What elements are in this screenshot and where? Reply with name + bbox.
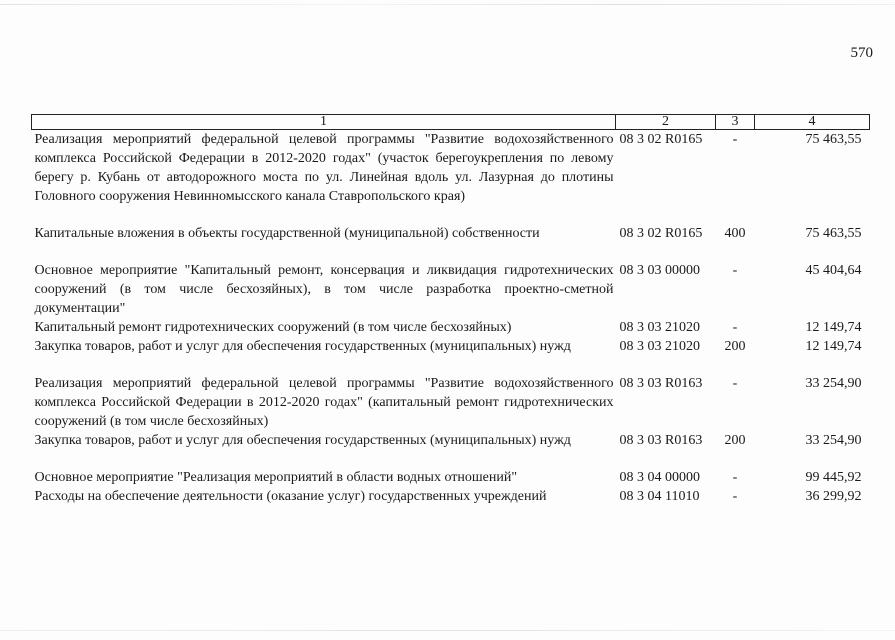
table-row <box>32 431 870 450</box>
row-type: - <box>732 470 738 485</box>
row-amount: 33 254,90 <box>805 433 862 448</box>
row-type: 200 <box>724 433 746 448</box>
row-name: Расходы на обеспечение деятельности (оказание услуг) государственных учреждений <box>34 489 547 504</box>
row-code: 08 3 03 R0163 <box>619 376 703 391</box>
page-number: 570 <box>850 45 873 61</box>
table-row <box>32 468 870 487</box>
row-type: - <box>732 489 738 504</box>
row-amount: 99 445,92 <box>805 470 862 485</box>
budget-table <box>31 114 870 506</box>
row-spacer <box>32 356 870 374</box>
row-code: 08 3 04 00000 <box>619 470 700 485</box>
row-spacer <box>32 450 870 468</box>
row-type: - <box>732 132 738 147</box>
row-code: 08 3 02 R0165 <box>619 132 703 147</box>
row-amount: 75 463,55 <box>805 226 862 241</box>
table-row <box>32 337 870 356</box>
header-col-3: 3 <box>716 115 755 130</box>
row-type: - <box>732 263 738 278</box>
header-col-2: 2 <box>616 115 716 130</box>
table-row <box>32 224 870 243</box>
row-name: Основное мероприятие "Капитальный ремонт, консервация и ликвидация гидротехнических сооружений (в том числе бесхозяйных), в том числе разработка проектно-сметной документации" <box>34 263 614 316</box>
row-name: Закупка товаров, работ и услуг для обеспечения государственных (муниципальных) нужд <box>34 339 571 354</box>
row-amount: 12 149,74 <box>805 339 862 354</box>
row-name: Основное мероприятие "Реализация мероприятий в области водных отношений" <box>34 470 518 485</box>
row-amount: 33 254,90 <box>805 376 862 391</box>
row-type: - <box>732 320 738 335</box>
table-row <box>32 487 870 506</box>
row-amount: 45 404,64 <box>805 263 862 278</box>
row-type: 400 <box>724 226 746 241</box>
row-code: 08 3 03 R0163 <box>619 433 703 448</box>
row-code: 08 3 02 R0165 <box>619 226 703 241</box>
row-code: 08 3 03 00000 <box>619 263 700 278</box>
table-row <box>32 130 870 207</box>
row-type: - <box>732 376 738 391</box>
row-amount: 75 463,55 <box>805 132 862 147</box>
row-code: 08 3 03 21020 <box>619 320 700 335</box>
row-spacer <box>32 243 870 261</box>
table-row <box>32 318 870 337</box>
row-type: 200 <box>724 339 746 354</box>
header-col-1: 1 <box>32 115 616 130</box>
row-name: Закупка товаров, работ и услуг для обеспечения государственных (муниципальных) нужд <box>34 433 571 448</box>
row-name: Реализация мероприятий федеральной целевой программы "Развитие водохозяйственного комплекса Российской Федерации в 2012-2020 годах" (капитальный ремонт гидротехнических сооружений (в том числе бесхозяйных) <box>34 376 614 429</box>
row-spacer <box>32 206 870 224</box>
table-row <box>32 261 870 318</box>
table-header-row <box>32 115 870 130</box>
row-code: 08 3 04 11010 <box>619 489 700 504</box>
scan-edge-bottom <box>0 630 895 631</box>
row-name: Капитальные вложения в объекты государственной (муниципальной) собственности <box>34 226 540 241</box>
table-row <box>32 374 870 431</box>
row-amount: 12 149,74 <box>805 320 862 335</box>
row-amount: 36 299,92 <box>805 489 862 504</box>
header-col-4: 4 <box>755 115 870 130</box>
scan-edge-top <box>0 4 895 5</box>
row-name: Капитальный ремонт гидротехнических сооружений (в том числе бесхозяйных) <box>34 320 512 335</box>
row-name: Реализация мероприятий федеральной целевой программы "Развитие водохозяйственного комплекса Российской Федерации в 2012-2020 годах" (участок берегоукрепления по левому берегу р. Кубань от автодорожного моста по ул. Линейная вдоль ул. Лазурная до плотины Головного сооружения Невинномысского канала Ставропольского края) <box>34 132 614 204</box>
row-code: 08 3 03 21020 <box>619 339 700 354</box>
